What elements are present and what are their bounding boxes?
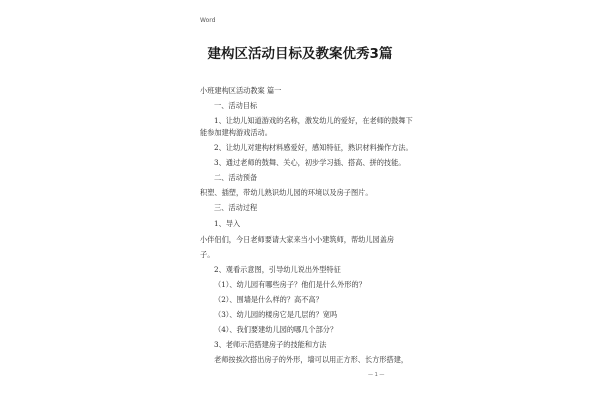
list-item: （1）、幼儿园有哪些房子？他们是什么外形的？	[214, 280, 366, 289]
document-title: 建构区活动目标及教案优秀3篇	[207, 46, 393, 62]
paragraph-line: 老师按挨次搭出房子的外形，墙可以用正方形、长方形搭建，	[214, 355, 409, 364]
subsection-heading: 二、活动预备	[214, 173, 258, 182]
paragraph-line: 3、通过老师的鼓舞、关心，初步学习插、搭高、拼的技能。	[214, 158, 406, 167]
paragraph-line: 2、让幼儿对建构材料感爱好，感知特征，熟识材料操作方法。	[214, 143, 413, 152]
subsection-heading: 三、活动过程	[214, 203, 258, 212]
page-number: — 1 —	[368, 372, 385, 378]
paragraph-line: 1、让幼儿知道游戏的名称，激发幼儿的爱好，在老师的鼓舞下	[214, 116, 413, 125]
app-label: Word	[200, 17, 216, 24]
paragraph-line: 2、观看示意图，引导幼儿说出外型特征	[214, 265, 341, 274]
paragraph-line: 子。	[200, 250, 215, 259]
paragraph-line: 能参加建构游戏活动。	[200, 128, 272, 137]
subsection-heading: 一、活动目标	[214, 101, 258, 110]
list-item: （4）、我们要建幼儿园的哪几个部分？	[214, 325, 338, 334]
section-heading: 小班建构区活动教案 篇一	[200, 86, 282, 95]
paragraph-line: 积塑、插塑，带幼儿熟识幼儿园的环境以及房子图片。	[200, 188, 373, 197]
paragraph-line: 1、导入	[214, 219, 241, 228]
paragraph-line: 3、老师示范搭建房子的技能和方法	[214, 340, 327, 349]
paragraph-line: 小伴侣们，今日老师要请大家来当小小建筑师，帮幼儿园盖房	[200, 235, 395, 244]
list-item: （2）、围墙是什么样的？高不高？	[214, 295, 323, 304]
list-item: （3）、幼儿园的楼房它是几层的？宽吗	[214, 310, 338, 319]
